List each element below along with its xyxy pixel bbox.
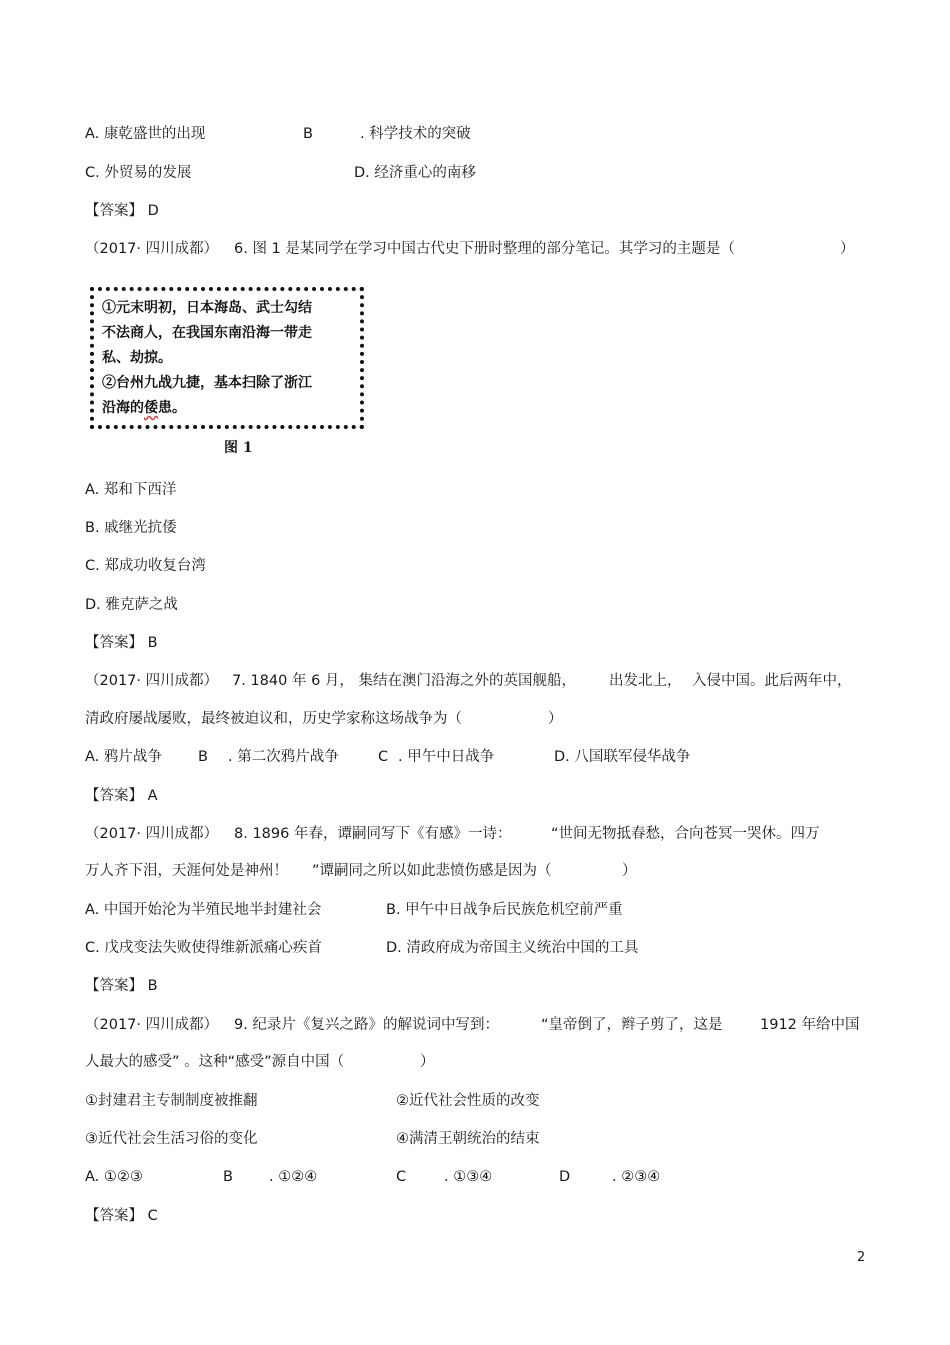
q9-option-c-text: . ①③④ [444,1169,493,1185]
q8-stem-line2-b: ”谭嗣同之所以如此悲愤伤感是因为（ [312,863,552,879]
q9-stem-c: 1912 年给中国 [760,1017,860,1033]
q7-option-b-text: . 第二次鸦片战争 [228,749,339,765]
q8-stem-b: “世间无物抵春愁，合向苍冥一哭休。四万 [551,826,820,842]
q9-option-b-text: . ①②④ [269,1169,318,1185]
q9-stem-close: ） [420,1054,435,1070]
q7-stem-line2: 清政府屡战屡败，最终被迫议和，历史学家称这场战争为（ [85,711,462,727]
q9-option-a: A. ①②③ [85,1169,143,1185]
q6-option-d: D. 雅克萨之战 [85,597,178,613]
q7-stem-a: 7. 1840 年 6 月， 集结在澳门沿海之外的英国舰船， [232,673,577,689]
note-line: 不法商人，在我国东南沿海一带走 [102,325,312,341]
q6-source: （2017· 四川成都） [85,241,219,257]
q7-stem-close: ） [548,711,563,727]
q7-option-a: A. 鸦片战争 [85,749,162,765]
q7-option-c-text: . 甲午中日战争 [398,749,495,765]
q6-answer: 【答案】 B [85,635,158,651]
q6-option-a: A. 郑和下西洋 [85,482,177,498]
q9-option-d-letter: D [559,1169,571,1185]
q8-option-a: A. 中国开始沦为半殖民地半封建社会 [85,902,322,918]
q7-stem-c: 入侵中国。此后两年中， [692,673,852,689]
q5-option-d: D. 经济重心的南移 [354,165,476,181]
q7-option-c-letter: C [378,749,389,765]
q9-item-2: ②近代社会性质的改变 [396,1093,540,1109]
q6-option-b: B. 戚继光抗倭 [85,520,177,536]
q9-option-d-text: . ②③④ [612,1169,661,1185]
q7-option-b-letter: B [198,749,208,765]
q8-option-d: D. 清政府成为帝国主义统治中国的工具 [386,940,639,956]
note-wavy-underline: 倭 [144,400,158,416]
q6-stem-close: ） [840,241,855,257]
q9-option-c-letter: C [396,1169,407,1185]
q9-stem-b: “皇帝倒了，辫子剪了，这是 [541,1017,723,1033]
q8-stem-close: ） [622,863,637,879]
q8-source: （2017· 四川成都） [85,826,219,842]
q5-option-b-text: . 科学技术的突破 [360,126,471,142]
q5-answer: 【答案】 D [85,203,159,219]
q5-option-c: C. 外贸易的发展 [85,165,192,181]
q9-source: （2017· 四川成都） [85,1017,219,1033]
q9-item-4: ④满清王朝统治的结束 [396,1131,540,1147]
q7-stem-b: 出发北上， [609,673,682,689]
note-text: 患。 [158,400,186,416]
q9-option-b-letter: B [223,1169,233,1185]
q8-answer: 【答案】 B [85,978,158,994]
q6-option-c: C. 郑成功收复台湾 [85,558,206,574]
q5-option-b-letter: B [303,126,313,142]
q9-stem-a: 9. 纪录片《复兴之路》的解说词中写到： [234,1017,499,1033]
note-line: 私、劫掠。 [102,350,172,366]
note-text: 沿海的 [102,400,144,416]
q9-answer: 【答案】 C [85,1208,158,1224]
q8-stem-a: 8. 1896 年春，谭嗣同写下《有感》一诗： [234,826,512,842]
q8-option-c: C. 戊戌变法失败使得维新派痛心疾首 [85,940,322,956]
q7-option-d: D. 八国联军侵华战争 [554,749,691,765]
q7-answer: 【答案】 A [85,788,158,804]
note-line: ①元末明初，日本海岛、武士勾结 [102,300,312,316]
q6-note-figure [90,287,364,429]
q9-stem-line2: 人最大的感受” 。这种“感受”源自中国（ [85,1054,345,1070]
q8-stem-line2-a: 万人齐下泪，天涯何处是神州！ [85,863,288,879]
q6-figure-caption: 图 1 [224,440,253,456]
q5-option-a: A. 康乾盛世的出现 [85,126,206,142]
q9-item-1: ①封建君主专制制度被推翻 [85,1093,258,1109]
q6-stem: 6. 图 1 是某同学在学习中国古代史下册时整理的部分笔记。其学习的主题是（ [234,241,735,257]
q7-source: （2017· 四川成都） [85,673,219,689]
q9-item-3: ③近代社会生活习俗的变化 [85,1131,258,1147]
note-line-last [102,396,354,421]
q8-option-b: B. 甲午中日战争后民族危机空前严重 [386,902,623,918]
note-line: ②台州九战九捷，基本扫除了浙江 [102,375,312,391]
page-number: 2 [857,1250,866,1265]
